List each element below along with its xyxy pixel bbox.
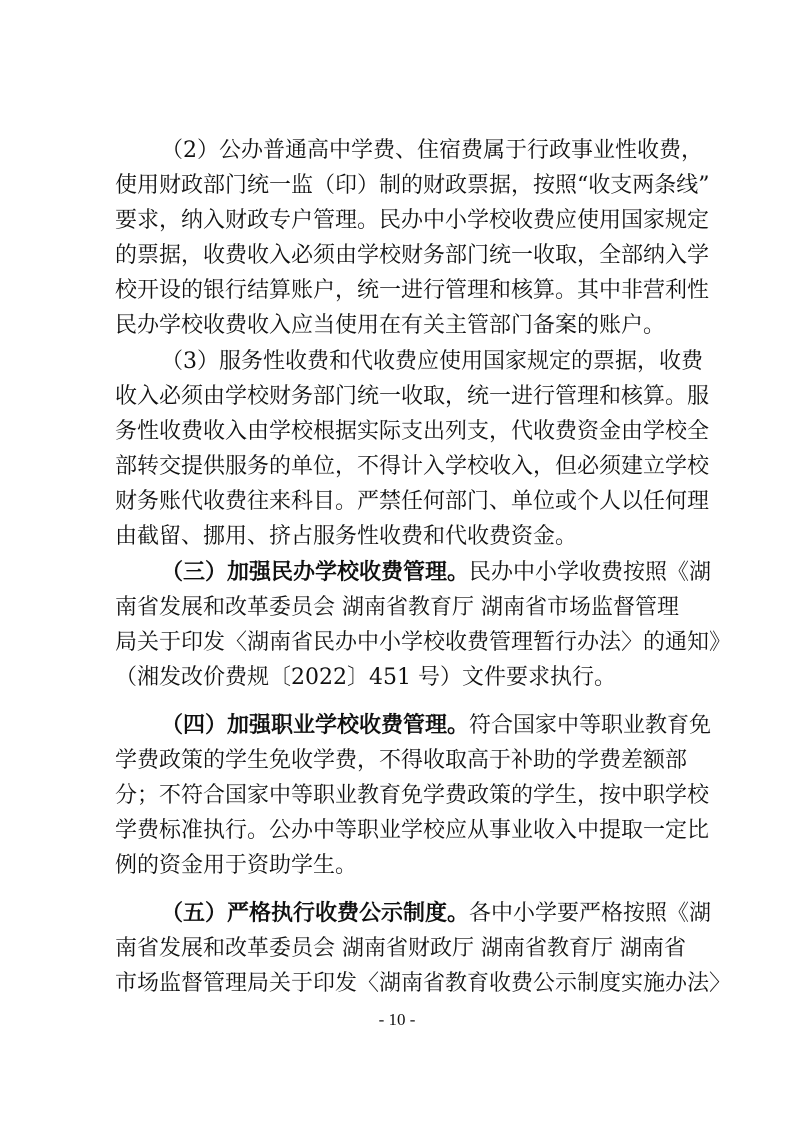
- text-line: （湘发改价费规〔2022〕451 号）文件要求执行。: [115, 665, 616, 690]
- section-text: 民办中小学收费按照《湖: [469, 560, 712, 585]
- text-line: 民办学校收费收入应当使用在有关主管部门备案的账户。: [115, 313, 666, 338]
- text-line: 分；不符合国家中等职业教育免学费政策的学生，按中职学校: [115, 783, 710, 808]
- section-4-vocational-school-fees: [115, 708, 712, 883]
- paragraph-3-service-fees: [115, 344, 710, 554]
- text-line: （2）公办普通高中学费、住宿费属于行政事业性收费，: [161, 138, 703, 163]
- section-text: 各中小学要严格按照《湖: [469, 901, 712, 926]
- text-line: 收入必须由学校财务部门统一收取，统一进行管理和核算。服: [115, 384, 710, 409]
- text-line: 财务账代收费往来科目。严禁任何部门、单位或个人以任何理: [115, 489, 710, 514]
- page-number: - 10 -: [378, 1010, 416, 1029]
- text-line: 例的资金用于资助学生。: [115, 853, 358, 878]
- section-3-private-school-fees: [115, 555, 732, 695]
- paragraph-2-public-high-school-fees: [115, 133, 710, 343]
- section-heading: （三）加强民办学校收费管理。: [161, 559, 470, 585]
- text-line: [115, 896, 712, 931]
- text-line: 务性收费收入由学校根据实际支出列支，代收费资金由学校全: [115, 419, 710, 444]
- text-line: 的票据，收费收入必须由学校财务部门统一收取，全部纳入学: [115, 243, 710, 268]
- section-5-fee-disclosure: [115, 896, 732, 1001]
- section-text: 符合国家中等职业教育免: [469, 713, 712, 738]
- text-line: 南省发展和改革委员会 湖南省财政厅 湖南省教育厅 湖南省: [115, 936, 686, 961]
- text-line: 市场监督管理局关于印发〈湖南省教育收费公示制度实施办法〉: [115, 971, 732, 996]
- text-line: 学费政策的学生免收学费，不得收取高于补助的学费差额部: [115, 748, 688, 773]
- text-line: 使用财政部门统一监（印）制的财政票据，按照“收支两条线”: [115, 173, 710, 198]
- text-line: 由截留、挪用、挤占服务性收费和代收费资金。: [115, 524, 578, 549]
- text-line: 局关于印发〈湖南省民办中小学校收费管理暂行办法〉的通知》: [115, 630, 732, 655]
- text-line: 学费标准执行。公办中等职业学校应从事业收入中提取一定比: [115, 818, 710, 843]
- text-line: 南省发展和改革委员会 湖南省教育厅 湖南省市场监督管理: [115, 595, 679, 620]
- text-line: [115, 708, 712, 743]
- section-heading: （五）严格执行收费公示制度。: [161, 900, 470, 926]
- text-line: 要求，纳入财政专户管理。民办中小学校收费应使用国家规定: [115, 208, 710, 233]
- text-line: [115, 555, 712, 590]
- text-line: 校开设的银行结算账户，统一进行管理和核算。其中非营利性: [115, 278, 710, 303]
- section-heading: （四）加强职业学校收费管理。: [161, 712, 470, 738]
- text-line: 部转交提供服务的单位，不得计入学校收入，但必须建立学校: [115, 454, 710, 479]
- text-line: （3）服务性收费和代收费应使用国家规定的票据，收费: [161, 349, 703, 374]
